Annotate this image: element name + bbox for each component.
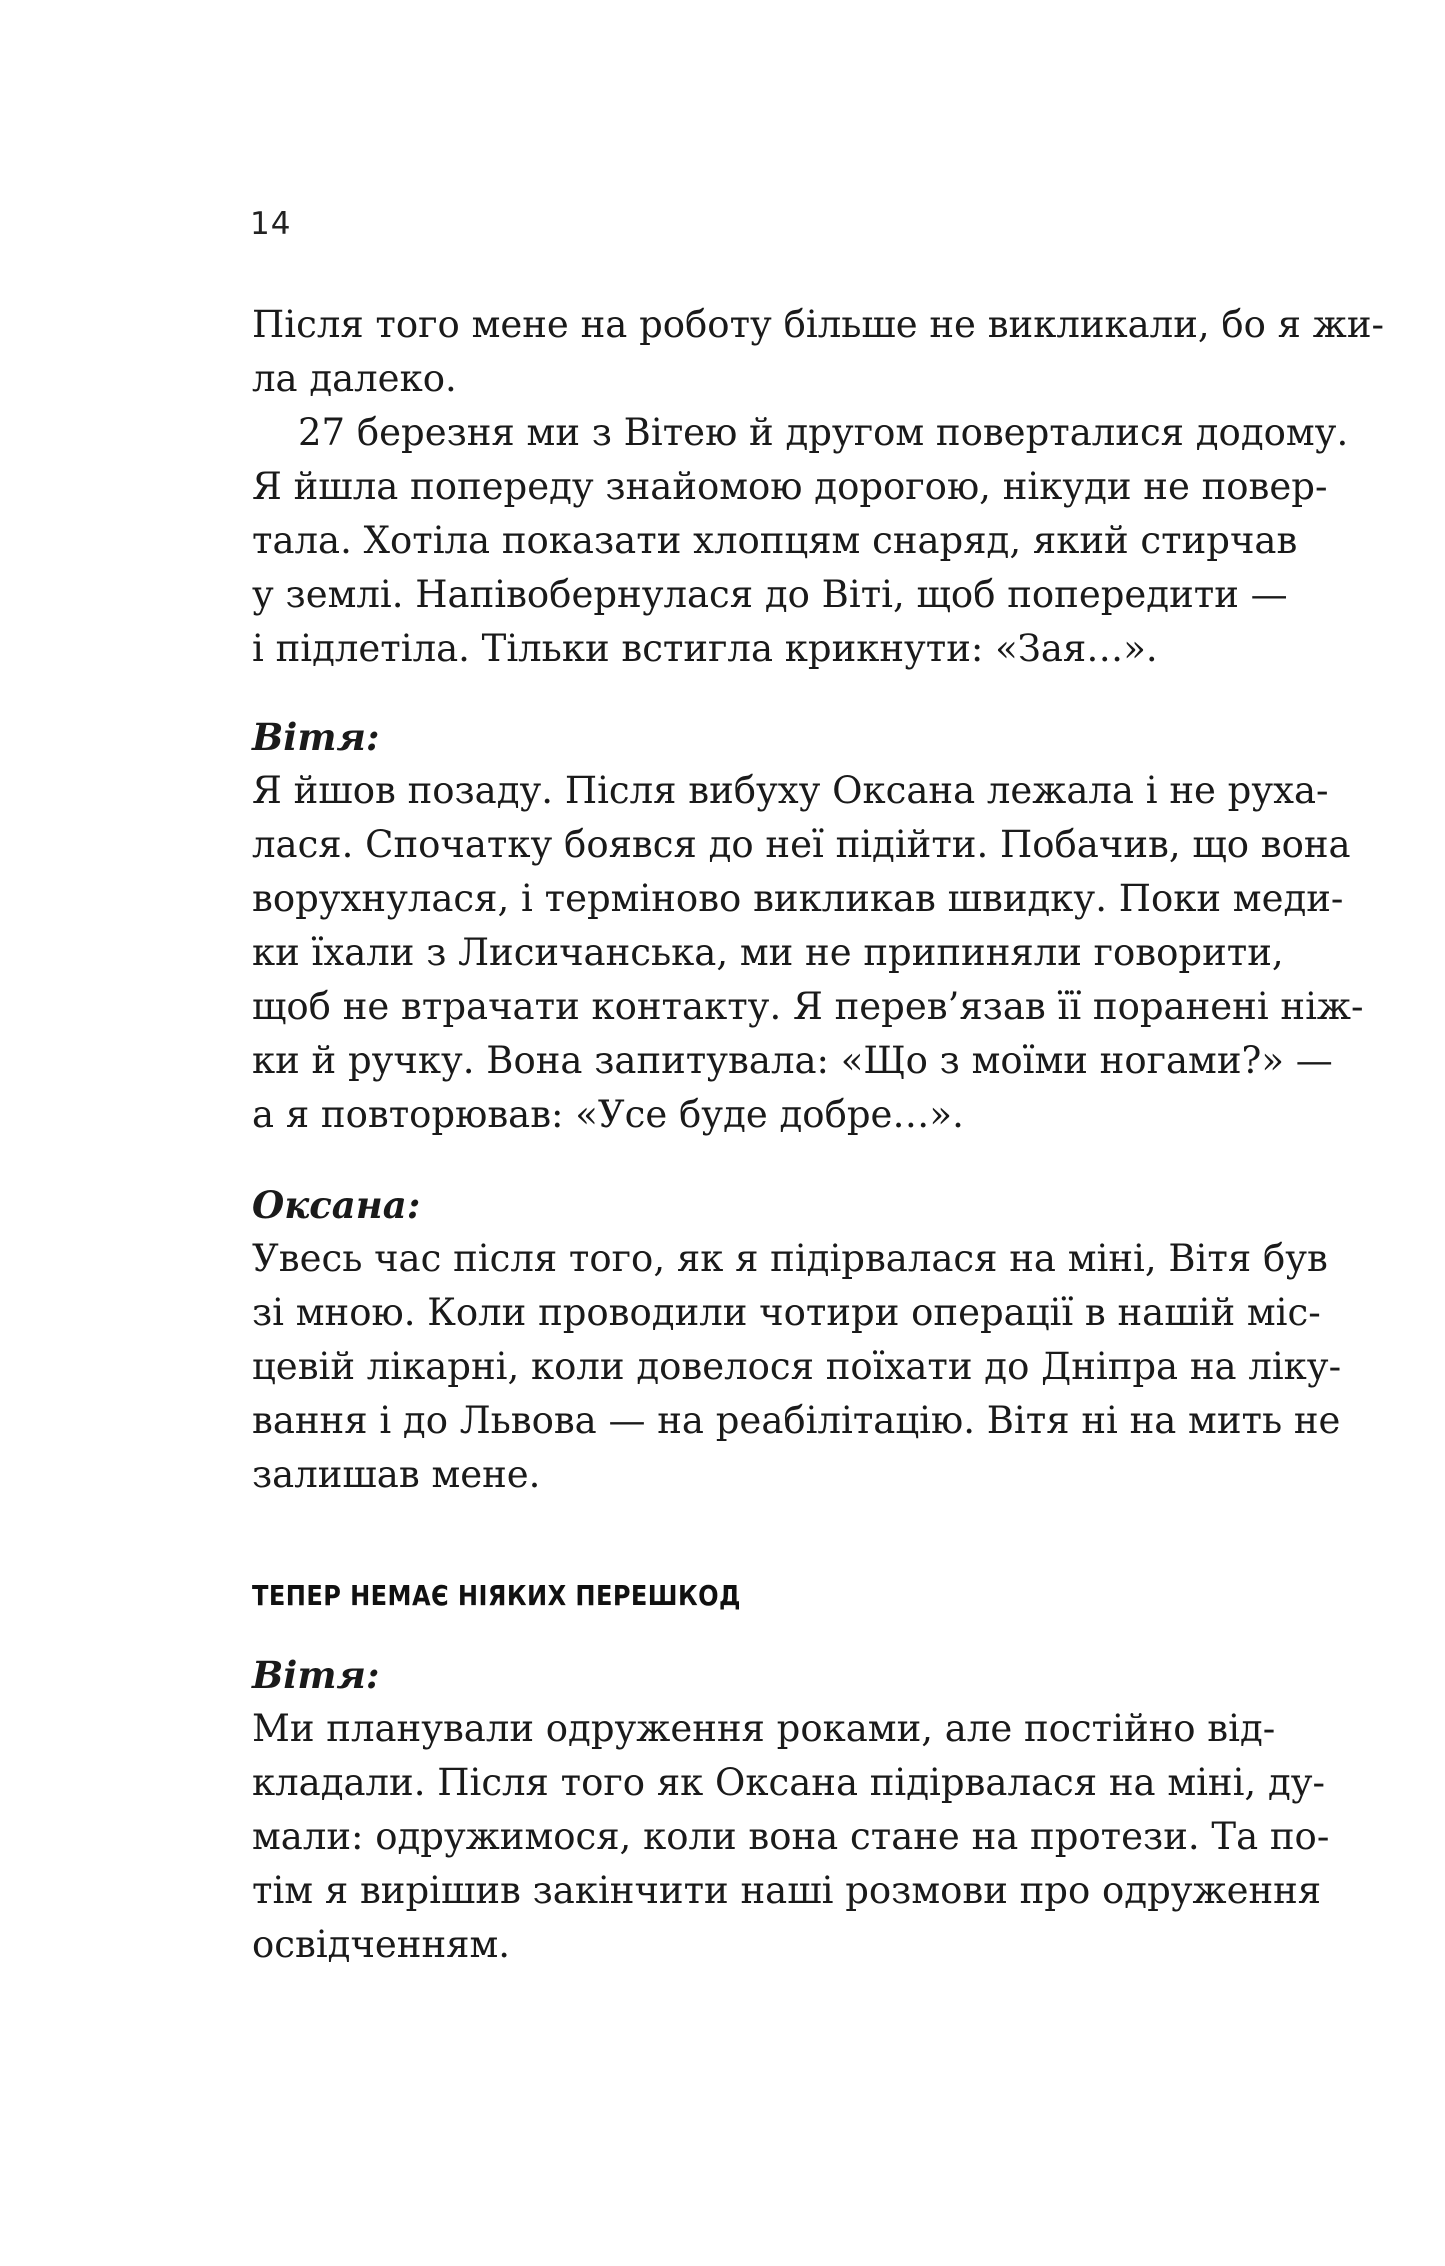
paragraph-line: ворухнулася, і терміново викликав швидку. Поки меди-: [252, 877, 1344, 920]
paragraph-line: тала. Хотіла показати хлопцям снаряд, який стирчав: [252, 519, 1298, 562]
paragraph-line: зі мною. Коли проводили чотири операції в нашій міс-: [252, 1291, 1321, 1334]
paragraph-line: ла далеко.: [252, 357, 457, 400]
paragraph-line: цевій лікарні, коли довелося поїхати до Дніпра на ліку-: [252, 1345, 1342, 1388]
oksana-testimony: [252, 1178, 1342, 1502]
paragraph-line: Після того мене на роботу більше не викликали, бо я жи-: [252, 303, 1384, 346]
speaker-label: Вітя:: [252, 1653, 380, 1697]
speaker-label: Вітя:: [252, 715, 380, 759]
paragraph-line: щоб не втрачати контакту. Я перев’язав її поранені ніж-: [252, 985, 1364, 1028]
paragraph-line: 27 березня ми з Вітею й другом поверталися додому.: [298, 411, 1349, 454]
paragraph-line: у землі. Напівобернулася до Віті, щоб попередити —: [252, 573, 1288, 616]
paragraph-line: освідченням.: [252, 1923, 511, 1966]
speaker-label: Оксана:: [252, 1183, 421, 1227]
vitya-proposal: [252, 1648, 1330, 1972]
paragraph-line: і підлетіла. Тільки встигла крикнути: «Зая…».: [252, 627, 1158, 670]
paragraph-line: залишав мене.: [252, 1453, 541, 1496]
paragraph-line: ки й ручку. Вона запитувала: «Що з моїми ногами?» —: [252, 1039, 1333, 1082]
section-heading: ТЕПЕР НЕМАЄ НІЯКИХ ПЕРЕШКОД: [252, 1579, 741, 1612]
paragraph-line: Ми планували одруження роками, але постійно від-: [252, 1707, 1276, 1750]
paragraph-line: а я повторював: «Усе буде добре…».: [252, 1093, 964, 1136]
paragraph-line: тім я вирішив закінчити наші розмови про одруження: [252, 1869, 1322, 1912]
paragraph-line: кладали. Після того як Оксана підірвалася на міні, ду-: [252, 1761, 1325, 1804]
paragraph-line: Увесь час після того, як я підірвалася на міні, Вітя був: [252, 1237, 1328, 1280]
paragraph-line: лася. Спочатку боявся до неї підійти. Побачив, що вона: [252, 823, 1351, 866]
paragraph-line: вання і до Львова — на реабілітацію. Вітя ні на мить не: [252, 1399, 1341, 1442]
opening-paragraphs: [252, 298, 1384, 676]
paragraph-line: Я йшов позаду. Після вибуху Оксана лежала і не руха-: [252, 769, 1329, 812]
paragraph-line: Я йшла попереду знайомою дорогою, нікуди не повер-: [252, 465, 1328, 508]
paragraph-line: ки їхали з Лисичанська, ми не припиняли говорити,: [252, 931, 1284, 974]
paragraph-line: мали: одружимося, коли вона стане на протези. Та по-: [252, 1815, 1330, 1858]
page-number: 14: [250, 206, 292, 242]
vitya-testimony: [252, 710, 1364, 1142]
